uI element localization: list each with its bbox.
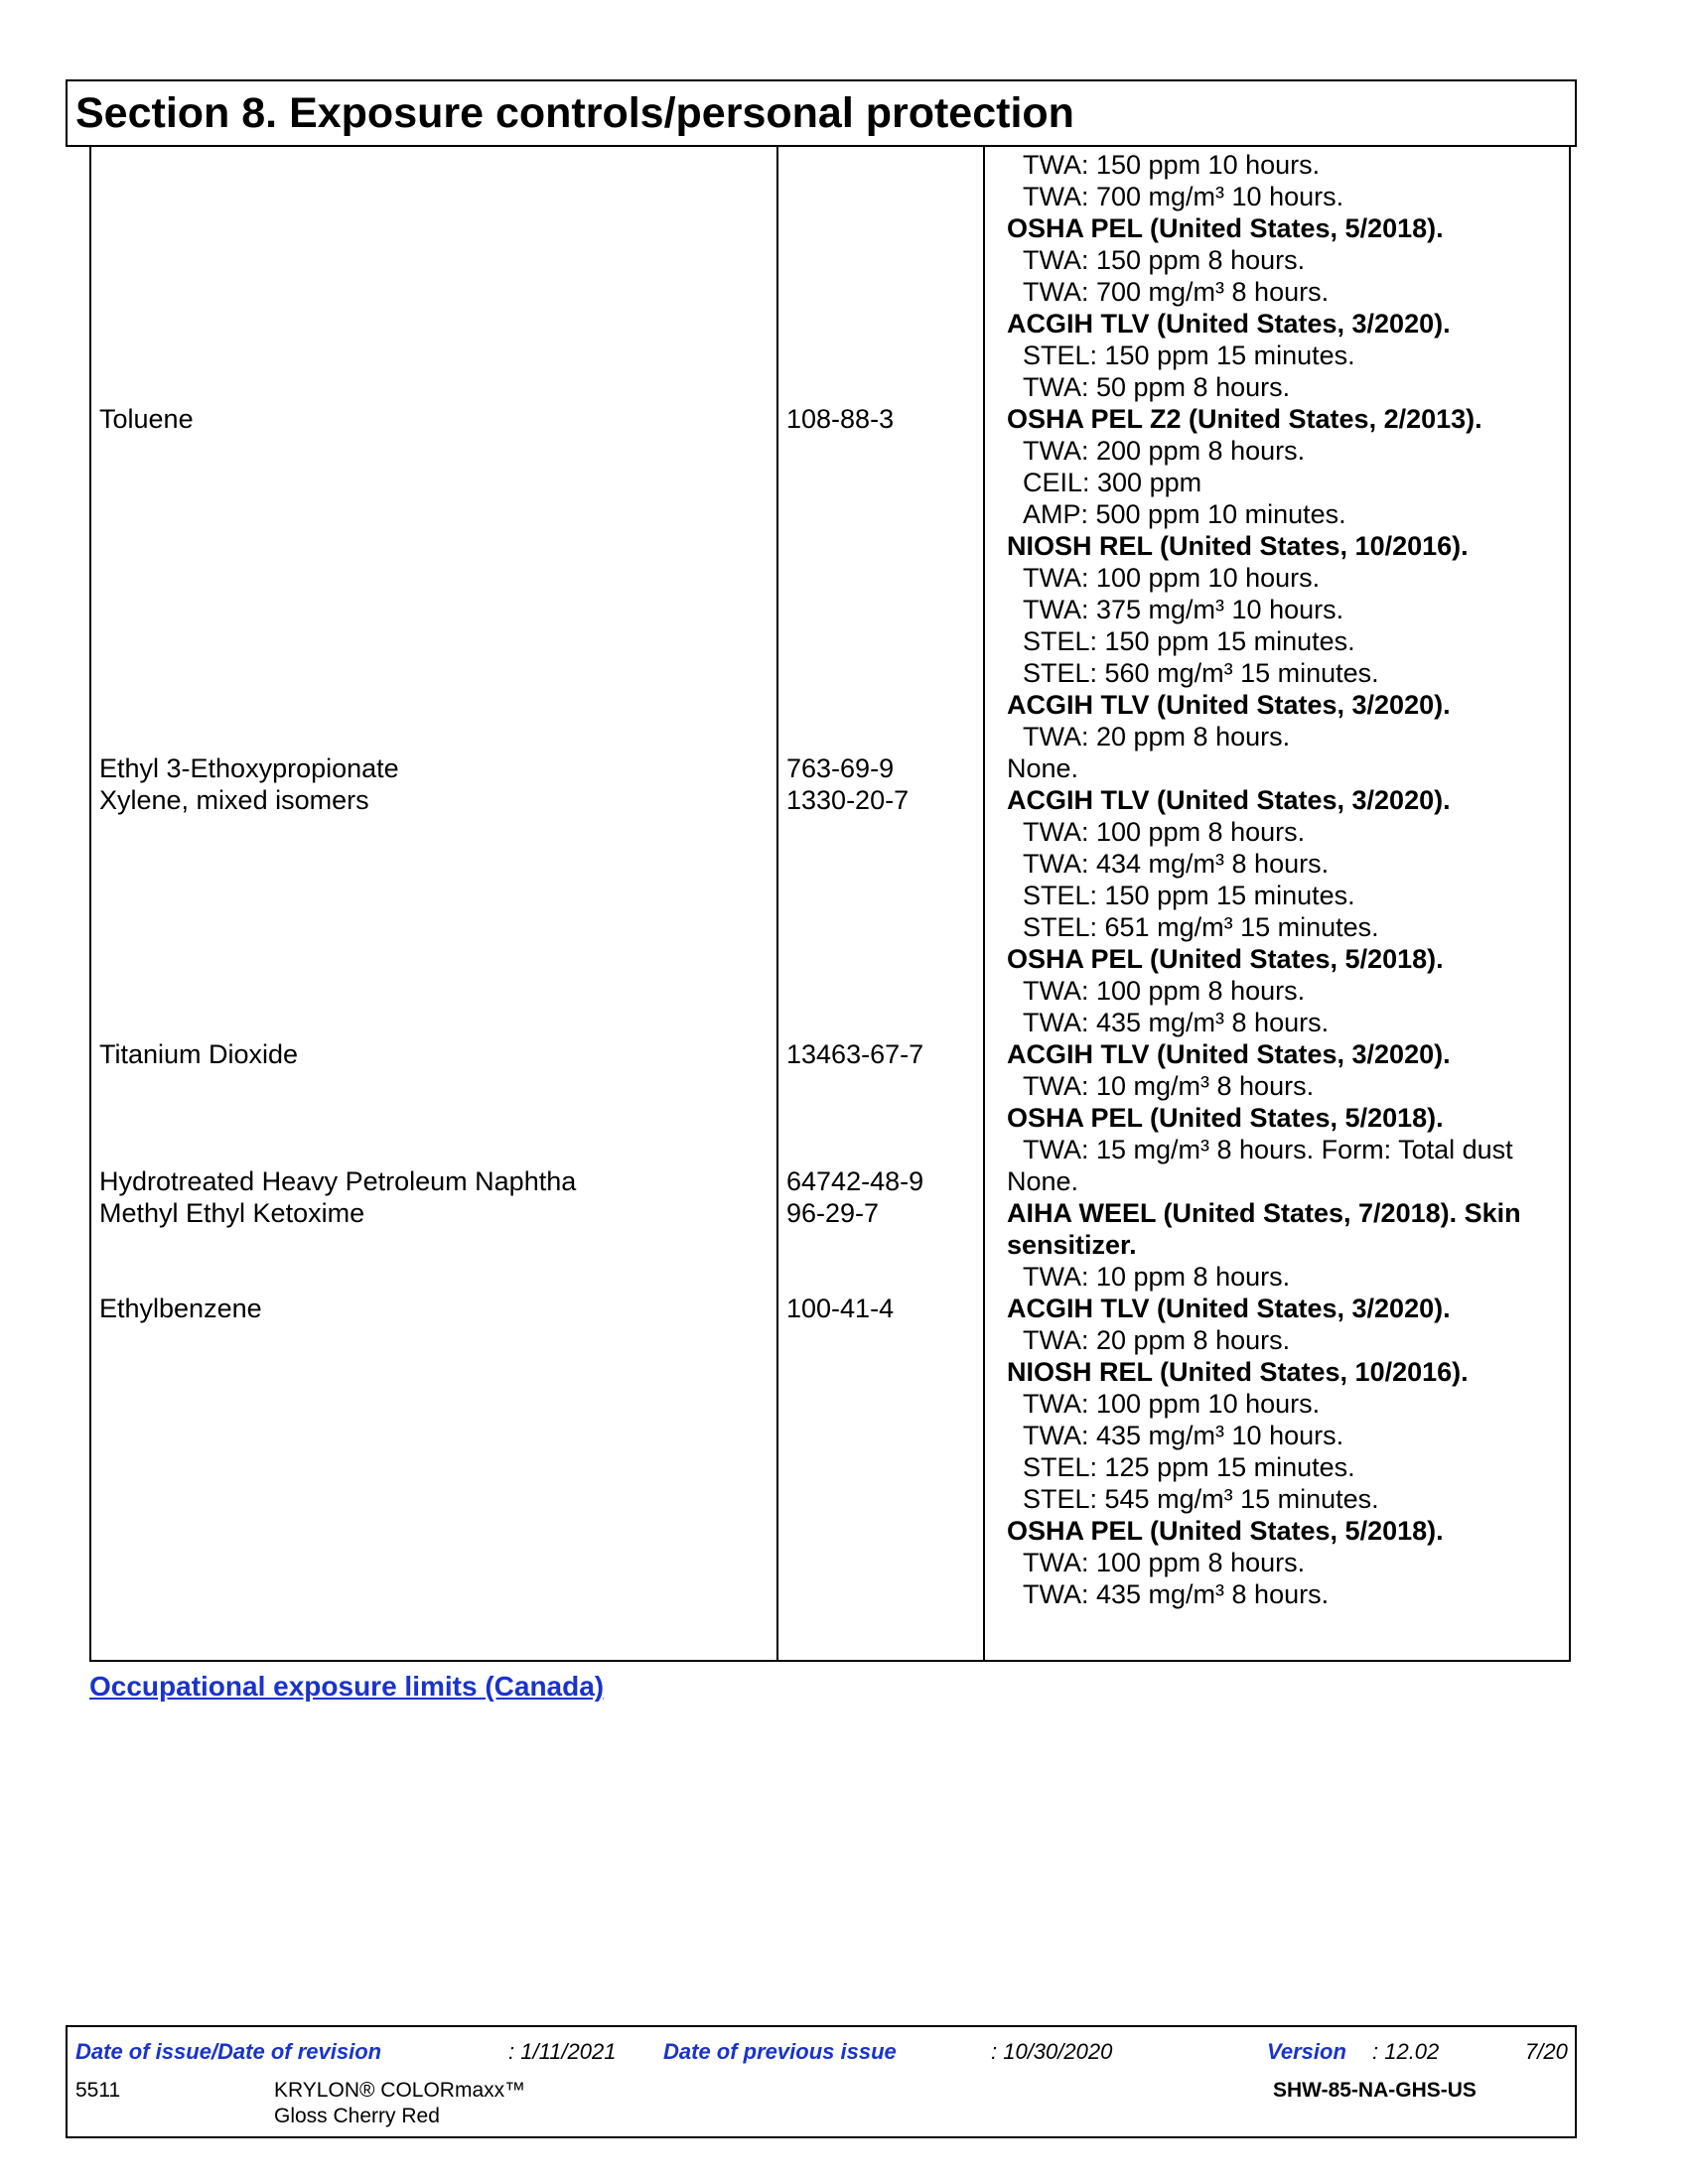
limit-value: STEL: 651 mg/m³ 15 minutes. <box>1023 912 1379 942</box>
limit-value: STEL: 150 ppm 15 minutes. <box>1023 881 1355 910</box>
cas-number: 13463-67-7 <box>786 1039 924 1069</box>
limit-standard: ACGIH TLV (United States, 3/2020). <box>1007 1039 1451 1069</box>
previous-issue-value: : 10/30/2020 <box>991 2039 1113 2064</box>
limit-value: None. <box>1007 753 1079 783</box>
limit-value: TWA: 435 mg/m³ 8 hours. <box>1023 1579 1330 1609</box>
limit-value: TWA: 150 ppm 10 hours. <box>1023 150 1321 180</box>
product-code: 5511 <box>75 2079 121 2102</box>
cas-number: 64742-48-9 <box>786 1166 924 1196</box>
cas-number: 96-29-7 <box>786 1198 880 1228</box>
version-value: : 12.02 <box>1372 2039 1440 2064</box>
limit-value: TWA: 100 ppm 8 hours. <box>1023 817 1306 847</box>
ingredient-name: Methyl Ethyl Ketoxime <box>99 1198 365 1228</box>
limit-value: TWA: 100 ppm 10 hours. <box>1023 563 1321 593</box>
limit-value: STEL: 150 ppm 15 minutes. <box>1023 341 1355 370</box>
limit-standard: ACGIH TLV (United States, 3/2020). <box>1007 1294 1451 1323</box>
limit-standard: OSHA PEL (United States, 5/2018). <box>1007 1516 1444 1546</box>
limit-standard: OSHA PEL (United States, 5/2018). <box>1007 944 1444 974</box>
limit-value: TWA: 700 mg/m³ 8 hours. <box>1023 277 1330 307</box>
limit-value: TWA: 100 ppm 8 hours. <box>1023 1548 1306 1577</box>
limit-value: STEL: 560 mg/m³ 15 minutes. <box>1023 658 1379 688</box>
cas-number: 108-88-3 <box>786 404 895 434</box>
cas-number: 100-41-4 <box>786 1294 895 1323</box>
limit-standard: OSHA PEL (United States, 5/2018). <box>1007 1103 1444 1133</box>
limit-standard: ACGIH TLV (United States, 3/2020). <box>1007 309 1451 339</box>
limit-value: TWA: 375 mg/m³ 10 hours. <box>1023 595 1344 624</box>
previous-issue-label: Date of previous issue <box>663 2039 897 2064</box>
limit-value: AMP: 500 ppm 10 minutes. <box>1023 499 1346 529</box>
limit-standard: NIOSH REL (United States, 10/2016). <box>1007 531 1469 561</box>
cas-number: 763-69-9 <box>786 753 895 783</box>
column-divider <box>983 147 985 1660</box>
ingredient-name: Titanium Dioxide <box>99 1039 299 1069</box>
limit-value: TWA: 20 ppm 8 hours. <box>1023 1325 1291 1355</box>
ingredient-name: Ethyl 3-Ethoxypropionate <box>99 753 399 783</box>
page-footer <box>66 2025 1577 2138</box>
version-label: Version <box>1267 2039 1346 2064</box>
limit-value: TWA: 435 mg/m³ 8 hours. <box>1023 1008 1330 1037</box>
product-variant: Gloss Cherry Red <box>274 2105 440 2127</box>
ingredient-name: Xylene, mixed isomers <box>99 785 369 815</box>
limit-value: TWA: 700 mg/m³ 10 hours. <box>1023 182 1344 211</box>
limit-value: TWA: 20 ppm 8 hours. <box>1023 722 1291 751</box>
limit-standard: ACGIH TLV (United States, 3/2020). <box>1007 690 1451 720</box>
limit-value: TWA: 100 ppm 10 hours. <box>1023 1389 1321 1419</box>
limit-value: TWA: 150 ppm 8 hours. <box>1023 245 1306 275</box>
limit-value: STEL: 545 mg/m³ 15 minutes. <box>1023 1484 1379 1514</box>
limit-value: TWA: 10 ppm 8 hours. <box>1023 1262 1291 1292</box>
document-id: SHW-85-NA-GHS-US <box>1273 2079 1477 2102</box>
limit-value: STEL: 125 ppm 15 minutes. <box>1023 1452 1355 1482</box>
limit-standard: ACGIH TLV (United States, 3/2020). <box>1007 785 1451 815</box>
limit-value: TWA: 435 mg/m³ 10 hours. <box>1023 1421 1344 1450</box>
limit-value: TWA: 100 ppm 8 hours. <box>1023 976 1306 1006</box>
ingredient-name: Ethylbenzene <box>99 1294 262 1323</box>
page-number: 7/20 <box>1525 2039 1568 2064</box>
limit-value: STEL: 150 ppm 15 minutes. <box>1023 626 1355 656</box>
product-name: KRYLON® COLORmaxx™ <box>274 2079 526 2102</box>
canada-limits-link[interactable]: Occupational exposure limits (Canada) <box>89 1671 605 1702</box>
limit-value: TWA: 434 mg/m³ 8 hours. <box>1023 849 1330 879</box>
limit-value: TWA: 50 ppm 8 hours. <box>1023 372 1291 402</box>
column-divider <box>776 147 778 1660</box>
ingredient-name: Toluene <box>99 404 194 434</box>
exposure-limits-table <box>89 147 1571 1662</box>
limit-standard: NIOSH REL (United States, 10/2016). <box>1007 1357 1469 1387</box>
ingredient-name: Hydrotreated Heavy Petroleum Naphtha <box>99 1166 577 1196</box>
issue-date-label: Date of issue/Date of revision <box>75 2039 382 2064</box>
limit-value: TWA: 200 ppm 8 hours. <box>1023 436 1306 466</box>
section-title: Section 8. Exposure controls/personal protection <box>66 79 1577 147</box>
limit-value: None. <box>1007 1166 1079 1196</box>
limit-standard: sensitizer. <box>1007 1230 1137 1260</box>
limit-value: CEIL: 300 ppm <box>1023 468 1202 497</box>
limit-standard: OSHA PEL (United States, 5/2018). <box>1007 213 1444 243</box>
limit-standard: AIHA WEEL (United States, 7/2018). Skin <box>1007 1198 1521 1228</box>
limit-value: TWA: 15 mg/m³ 8 hours. Form: Total dust <box>1023 1135 1513 1164</box>
cas-number: 1330-20-7 <box>786 785 910 815</box>
limit-standard: OSHA PEL Z2 (United States, 2/2013). <box>1007 404 1482 434</box>
issue-date-value: : 1/11/2021 <box>508 2039 617 2064</box>
limit-value: TWA: 10 mg/m³ 8 hours. <box>1023 1071 1315 1101</box>
